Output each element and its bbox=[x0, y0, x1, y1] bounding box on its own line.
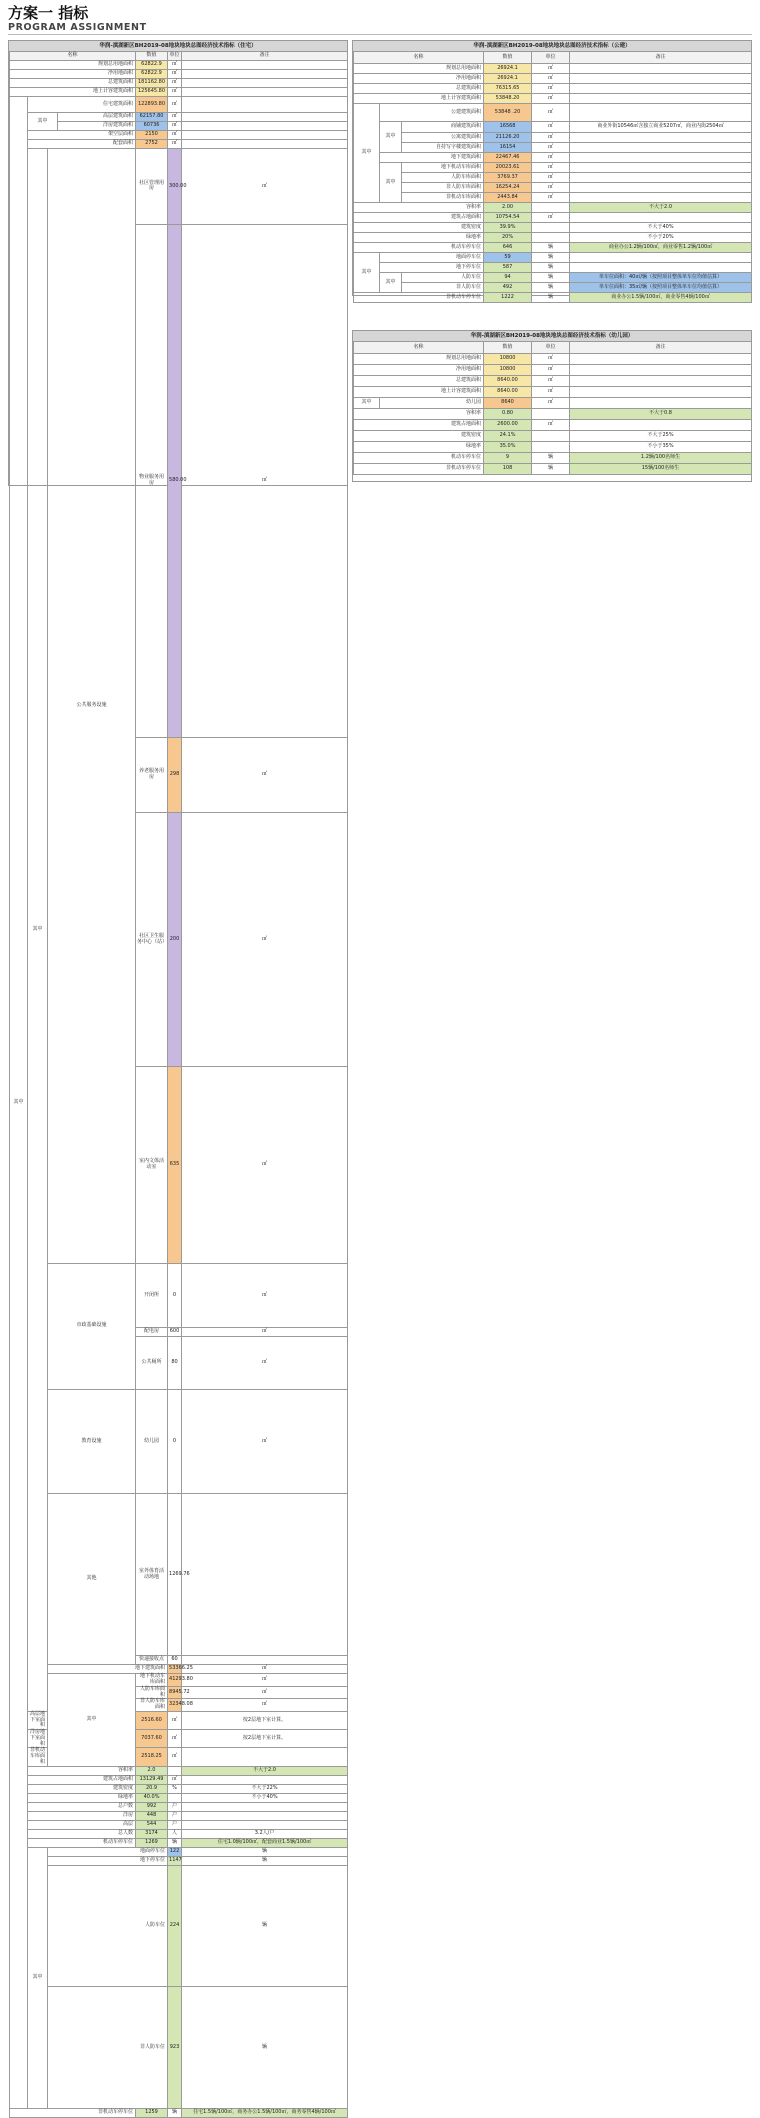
table-row: 容积率 2.00 不大于2.0 bbox=[354, 203, 752, 213]
table-row: 其中 住宅建筑面积 122893.80 ㎡ bbox=[10, 97, 348, 113]
table-row: 地下停车位 587 辆 bbox=[354, 263, 752, 273]
table-row: 建筑密度 20.9 % 不大于22% bbox=[10, 1784, 348, 1793]
table-row: 其中 地面停车位 122 辆 bbox=[10, 1847, 348, 1856]
table-row: 配套面积 2752 ㎡ bbox=[10, 140, 348, 149]
table-row: 自持写字楼建筑面积 16154 ㎡ bbox=[354, 143, 752, 153]
table-row: 机动车停车位 9 辆 1.2辆/100名师生 bbox=[354, 453, 752, 464]
table-row: 公共厕所 80 ㎡ bbox=[10, 1337, 348, 1390]
table-row: 教育设施 幼儿园 0 ㎡ bbox=[10, 1389, 348, 1494]
table-row: 非机动车库面积 2443.84 ㎡ bbox=[354, 193, 752, 203]
residential-table-title: 华润-滇湖新区BH2019-08地块地块总图经济技术指标（住宅） bbox=[9, 41, 347, 51]
kindergarten-table-title: 华润-滇湖新区BH2019-08地块地块总图经济技术指标（幼儿园） bbox=[353, 331, 751, 341]
page-header bbox=[8, 4, 147, 33]
table-row: 人防车库面积 3769.37 ㎡ bbox=[354, 173, 752, 183]
table-row: 规划总用地面积 10800 ㎡ bbox=[354, 354, 752, 365]
table-row: 机动车停车位 646 辆 商业办公1.2辆/100㎡，商业零售1.2辆/100㎡ bbox=[354, 243, 752, 253]
table-row: 建筑占地面积 10754.54 ㎡ bbox=[354, 213, 752, 223]
table-row: 建筑密度 39.9% 不大于40% bbox=[354, 223, 752, 233]
table-row: 其中 幼儿园 8640 ㎡ bbox=[354, 398, 752, 409]
table-row: 绿地率 35.0% 不小于35% bbox=[354, 442, 752, 453]
public-building-table-title: 华润-滇湖新区BH2019-08地块地块总图经济技术指标（公建） bbox=[353, 41, 751, 51]
table-row: 非人防车库面积 16254.24 ㎡ bbox=[354, 183, 752, 193]
table-row: 社区卫生服务中心（站） 200 ㎡ bbox=[10, 813, 348, 1067]
table-row: 规划总用地面积 62822.9 ㎡ bbox=[10, 61, 348, 70]
table-row: 非人防车位 492 辆 单车位面积：35㎡/辆（按照项目整体单车位均值估算） bbox=[354, 283, 752, 293]
table-row: 绿地率 20% 不小于20% bbox=[354, 233, 752, 243]
table-row: 其中 商铺建筑面积 16568 ㎡ 商业外街10546㎡含独立商业5207㎡，商业内街2504㎡ bbox=[354, 122, 752, 133]
table-row: 人防车库面积 8945.72 ㎡ bbox=[10, 1686, 348, 1699]
table-row: 非机动车停车位 1222 辆 商业办公1.5辆/100㎡，商业零售4辆/100㎡ bbox=[354, 293, 752, 303]
table-row: 高层 544 户 bbox=[10, 1820, 348, 1829]
table-row: 非机动车库面积 2518.25 ㎡ bbox=[10, 1748, 348, 1766]
table-row: 机动车停车位 1269 辆 住宅1.0辆/100㎡，配套商业1.5辆/100㎡ bbox=[10, 1838, 348, 1847]
table-row: 高层地下室面积 2516.60 ㎡ 按2层地下室计算。 bbox=[10, 1711, 348, 1729]
table-row: 总户数 992 户 bbox=[10, 1802, 348, 1811]
page-subtitle: PROGRAM ASSIGNMENT bbox=[8, 22, 147, 33]
table-row: 洋房 448 户 bbox=[10, 1811, 348, 1820]
table-row: 其中 公建建筑面积 53848 .20 ㎡ bbox=[354, 104, 752, 122]
table-row: 地上计容建筑面积 53848.20 ㎡ bbox=[354, 94, 752, 104]
table-row: 地下停车位 1147 辆 bbox=[10, 1856, 348, 1865]
table-row: 人防车位 224 辆 bbox=[10, 1865, 348, 1987]
table-row: 净用地面积 10800 ㎡ bbox=[354, 365, 752, 376]
table-row: 养老服务用房 298 ㎡ bbox=[10, 737, 348, 813]
table-row: 洋房建筑面积 60736 ㎡ bbox=[10, 122, 348, 131]
table-row: 公寓建筑面积 21126.20 ㎡ bbox=[354, 133, 752, 143]
table-header-row: 名称 数值 单位 备注 bbox=[10, 52, 348, 61]
table-row: 总人数 3174 人 3.2人/户 bbox=[10, 1829, 348, 1838]
table-row: 非机动车停车位 108 辆 15辆/100名师生 bbox=[354, 464, 752, 475]
table-header-row: 名称 数值 单位 备注 bbox=[354, 342, 752, 354]
table-row: 其中 高层建筑面积 62157.80 ㎡ bbox=[10, 113, 348, 122]
table-row: 其中 地面停车位 59 辆 bbox=[354, 253, 752, 263]
table-row: 物业服务用房 580.00 ㎡ bbox=[10, 224, 348, 737]
table-row: 快递接收点 60 bbox=[10, 1656, 348, 1665]
table-row: 建筑占地面积 2600.00 ㎡ bbox=[354, 420, 752, 431]
table-row: 建筑密度 24.1% 不大于25% bbox=[354, 431, 752, 442]
table-row: 容积率 0.80 不大于0.8 bbox=[354, 409, 752, 420]
public-building-indicator-table bbox=[352, 40, 752, 300]
kindergarten-table bbox=[353, 341, 752, 475]
public-building-table bbox=[353, 51, 752, 303]
table-row: 其他 室外体育活动场地 1269.76 bbox=[10, 1494, 348, 1656]
kindergarten-indicator-table bbox=[352, 330, 752, 482]
table-row: 洋房地下室面积 7037.60 ㎡ 按2层地下室计算。 bbox=[10, 1730, 348, 1748]
table-row: 容积率 2.0 不大于2.0 bbox=[10, 1766, 348, 1775]
table-row: 室内文体活动室 635 ㎡ bbox=[10, 1067, 348, 1264]
table-row: 其中 公共服务设施 社区管理用房 300.00 ㎡ bbox=[10, 149, 348, 225]
table-row: 地下建筑面积 53366.25 ㎡ bbox=[10, 1665, 348, 1674]
page-title: 方案一 指标 bbox=[8, 4, 89, 22]
table-row: 架空层面积 2150 ㎡ bbox=[10, 131, 348, 140]
table-row: 规划总用地面积 26924.1 ㎡ bbox=[354, 64, 752, 74]
table-row: 非机动车停车位 1259 辆 住宅1.5辆/100㎡，商务办公1.5辆/100㎡，商务零售4辆/100㎡ bbox=[10, 2109, 348, 2118]
table-row: 建筑占地面积 13129.49 ㎡ bbox=[10, 1775, 348, 1784]
table-row: 总建筑面积 76315.65 ㎡ bbox=[354, 84, 752, 94]
table-row: 总建筑面积 8640.00 ㎡ bbox=[354, 376, 752, 387]
table-header-row: 名称 数值 单位 备注 bbox=[354, 52, 752, 64]
table-row: 地上计容建筑面积 125645.80 ㎡ bbox=[10, 88, 348, 97]
table-row: 地下建筑面积 22467.46 ㎡ bbox=[354, 153, 752, 163]
table-row: 地上计容建筑面积 8640.00 ㎡ bbox=[354, 387, 752, 398]
table-row: 非人防车位 923 辆 bbox=[10, 1987, 348, 2109]
table-row: 配电房 600 ㎡ bbox=[10, 1328, 348, 1337]
residential-table bbox=[9, 51, 348, 2118]
table-row: 净用地面积 26924.1 ㎡ bbox=[354, 74, 752, 84]
table-row: 非人防车库面积 32348.08 ㎡ bbox=[10, 1699, 348, 1712]
residential-indicator-table bbox=[8, 40, 348, 2116]
table-row: 净用地面积 62822.9 ㎡ bbox=[10, 70, 348, 79]
table-row: 其中 地下机动车库面积 20023.61 ㎡ bbox=[354, 163, 752, 173]
header-divider bbox=[8, 34, 752, 35]
table-row: 市政基础设施 开闭所 0 ㎡ bbox=[10, 1263, 348, 1327]
table-row: 总建筑面积 181162.80 ㎡ bbox=[10, 79, 348, 88]
table-row: 其中 人防车位 94 辆 单车位面积：40㎡/辆（按照项目整体单车位均值估算） bbox=[354, 273, 752, 283]
table-row: 其中 地下机动车库面积 41293.80 ㎡ bbox=[10, 1674, 348, 1687]
table-row: 绿地率 40.0% 不小于40% bbox=[10, 1793, 348, 1802]
